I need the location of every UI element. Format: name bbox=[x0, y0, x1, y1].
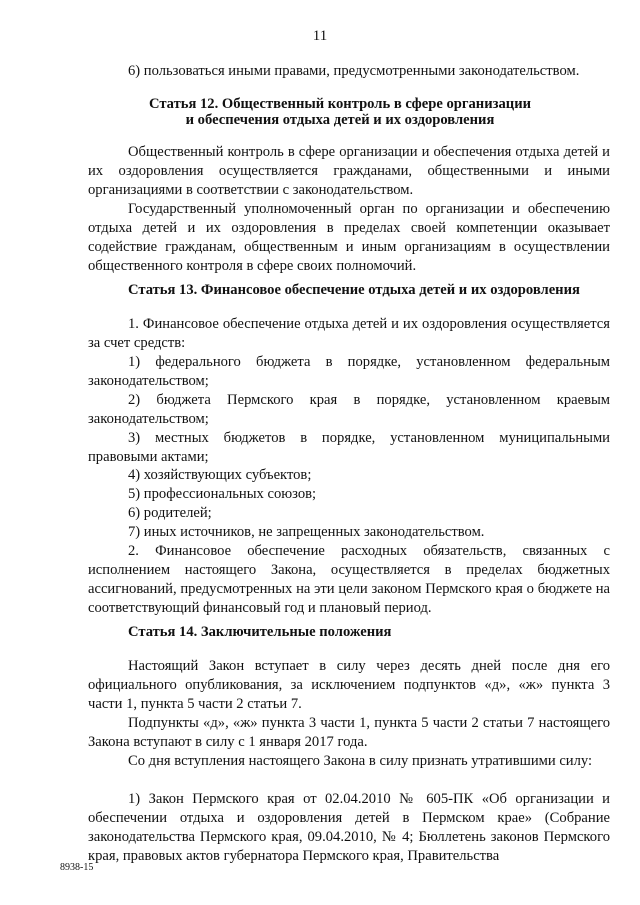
article-13-item-6: 6) родителей; bbox=[128, 505, 212, 521]
article-13-item-3: 3) местных бюджетов в порядке, установленном муниципальными правовыми актами; bbox=[88, 430, 610, 465]
article-14-paragraph-2: Подпункты «д», «ж» пункта 3 части 1, пункта 5 части 2 статьи 7 настоящего Закона вступают в силу с 1 января 2017 года. bbox=[88, 715, 610, 750]
article-14-paragraph-1: Настоящий Закон вступает в силу через десять дней после дня его официального опубликования, за исключением подпунктов «д», «ж» пункта 3 части 1, пункта 5 части 2 статьи 7. bbox=[88, 658, 610, 712]
article-14-title: Статья 14. Заключительные положения bbox=[128, 624, 392, 640]
article-12-paragraph-2: Государственный уполномоченный орган по организации и обеспечению отдыха детей и их оздоровления в пределах своей компетенции оказывает содействие гражданам, общественным и иным организациям в осуществлении общественного контроля в сфере своих полномочий. bbox=[88, 201, 610, 274]
article-12-title-line-2: и обеспечения отдыха детей и их оздоровления bbox=[185, 112, 495, 128]
article-13-paragraph-2: 2. Финансовое обеспечение расходных обязательств, связанных с исполнением настоящего Закона, осуществляется в пределах бюджетных ассигнований, предусмотренных на эти цели законом Пермского края о бюджете на соответствующий финансовый год и плановый период. bbox=[88, 543, 610, 616]
article-13-item-2: 2) бюджета Пермского края в порядке, установленном краевым законодательством; bbox=[88, 392, 610, 427]
article-12-paragraph-1: Общественный контроль в сфере организации и обеспечения отдыха детей и их оздоровления осуществляется гражданами, общественными и иными организациями в соответствии с законодательством. bbox=[88, 144, 610, 198]
article-12-title-line-1: Статья 12. Общественный контроль в сфере организации bbox=[148, 96, 532, 112]
article-14-paragraph-3: Со дня вступления настоящего Закона в силу признать утратившими силу: bbox=[128, 753, 593, 769]
article-13-item-4: 4) хозяйствующих субъектов; bbox=[128, 467, 312, 483]
page-number: 11 bbox=[312, 28, 328, 44]
list-item-6: 6) пользоваться иными правами, предусмотренными законодательством. bbox=[128, 63, 580, 79]
article-13-title: Статья 13. Финансовое обеспечение отдыха детей и их оздоровления bbox=[128, 282, 580, 298]
article-13-paragraph-1: 1. Финансовое обеспечение отдыха детей и их оздоровления осуществляется за счет средств: bbox=[88, 316, 610, 351]
article-13-item-5: 5) профессиональных союзов; bbox=[128, 486, 317, 502]
article-13-item-1: 1) федерального бюджета в порядке, установленном федеральным законодательством; bbox=[88, 354, 610, 389]
document-code: 8938-15 bbox=[60, 862, 94, 873]
article-14-paragraph-4: 1) Закон Пермского края от 02.04.2010 № 605-ПК «Об организации и обеспечении отдыха и оздоровления детей в Пермском крае» (Собрание законодательства Пермского края, 09.04.2010, № 4; Бюллетень законов Пермского края, правовых актов губернатора Пермского края, Правительства bbox=[88, 791, 610, 864]
article-13-item-7: 7) иных источников, не запрещенных законодательством. bbox=[128, 524, 485, 540]
